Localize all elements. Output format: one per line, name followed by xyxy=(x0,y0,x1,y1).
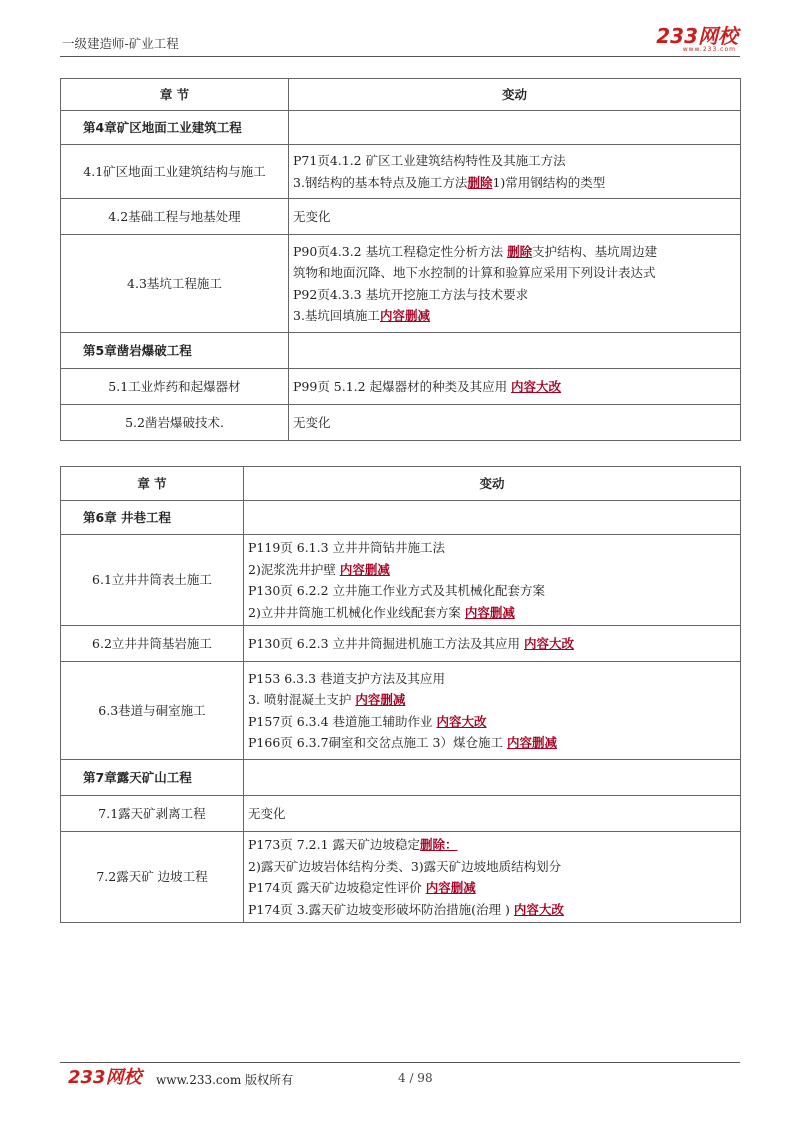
change-cell xyxy=(289,199,741,235)
changes-table-2 xyxy=(60,466,741,923)
chapter-title: 第7章露天矿山工程 xyxy=(61,760,244,796)
change-cell xyxy=(244,760,741,796)
change-line xyxy=(248,580,736,602)
chapter-row xyxy=(61,501,741,535)
change-line xyxy=(248,732,736,754)
change-line xyxy=(293,262,736,284)
change-text: P92页4.3.3 基坑开挖施工方法与技术要求 xyxy=(293,286,529,302)
change-cell xyxy=(244,501,741,535)
change-cell xyxy=(289,333,741,369)
change-text: P173页 7.2.1 露天矿边坡稳定 xyxy=(248,837,421,852)
chapter-row xyxy=(61,111,741,145)
change-line xyxy=(293,284,736,306)
change-mark: 内容删减 xyxy=(339,561,390,577)
section-row xyxy=(61,235,741,333)
column-header-section: 章 节 xyxy=(61,79,289,111)
change-text: 2)泥浆洗井护壁 xyxy=(248,561,340,577)
change-cell xyxy=(289,235,741,333)
change-line xyxy=(248,899,736,921)
change-mark: 删除： xyxy=(420,837,458,852)
chapter-row xyxy=(61,333,741,369)
section-row xyxy=(61,405,741,441)
section-row xyxy=(61,369,741,405)
header-title: 一级建造师-矿业工程 xyxy=(62,36,179,51)
change-text: P99页 5.1.2 起爆器材的种类及其应用 xyxy=(293,378,512,394)
change-line xyxy=(248,633,736,655)
change-mark: 内容删减 xyxy=(355,692,406,707)
brand-logo-url: www.233.com xyxy=(682,46,736,53)
section-row xyxy=(61,199,741,235)
change-line xyxy=(293,172,736,194)
change-line xyxy=(293,412,736,434)
change-cell xyxy=(244,662,741,760)
change-text: 2)立井井筒施工机械化作业线配套方案 xyxy=(248,604,465,620)
change-line xyxy=(248,856,736,878)
change-text: P71页4.1.2 矿区工业建筑结构特性及其施工方法 xyxy=(293,153,566,168)
change-cell xyxy=(244,626,741,662)
change-line xyxy=(248,602,736,624)
change-text: P130页 6.2.3 立井井筒掘进机施工方法及其应用 xyxy=(248,635,524,651)
change-cell xyxy=(289,145,741,199)
change-mark: 内容大改 xyxy=(436,713,487,729)
change-text: P130页 6.2.2 立井施工作业方式及其机械化配套方案 xyxy=(248,583,546,598)
page-number: 4 / 98 xyxy=(398,1071,433,1085)
change-line xyxy=(248,537,736,559)
change-text: 无变化 xyxy=(248,805,286,821)
change-cell xyxy=(289,405,741,441)
chapter-title: 第5章凿岩爆破工程 xyxy=(61,333,289,369)
change-mark: 内容删减 xyxy=(425,880,476,895)
change-text: P166页 6.3.7硐室和交岔点施工 3）煤仓施工 xyxy=(248,735,507,750)
change-line xyxy=(293,206,736,228)
change-mark: 内容大改 xyxy=(511,378,562,394)
chapter-title: 第6章 井巷工程 xyxy=(61,501,244,535)
changes-table-1 xyxy=(60,78,741,441)
section-row xyxy=(61,535,741,626)
column-header-change: 变动 xyxy=(244,467,741,501)
section-title: 6.2立井井筒基岩施工 xyxy=(61,626,244,662)
change-text: 3.钢结构的基本特点及施工方法 xyxy=(293,174,468,190)
change-text: P119页 6.1.3 立井井筒钻井施工法 xyxy=(248,540,446,555)
section-row xyxy=(61,145,741,199)
page-header xyxy=(60,26,740,57)
section-title: 6.1立井井筒表土施工 xyxy=(61,535,244,626)
section-title: 5.2凿岩爆破技术. xyxy=(61,405,289,441)
brand-logo: 233网校 xyxy=(656,24,738,48)
change-mark: 删除 xyxy=(507,243,533,259)
change-text: P90页4.3.2 基坑工程稳定性分析方法 xyxy=(293,243,508,259)
change-line xyxy=(248,668,736,690)
change-line xyxy=(248,689,736,711)
section-row xyxy=(61,796,741,832)
change-text: P157页 6.3.4 巷道施工辅助作业 xyxy=(248,713,437,729)
change-line xyxy=(248,877,736,899)
section-row xyxy=(61,626,741,662)
change-text: P174页 3.露天矿边坡变形破坏防治措施(治理 ) xyxy=(248,901,514,917)
chapter-row xyxy=(61,760,741,796)
change-mark: 内容删减 xyxy=(506,735,557,750)
change-line xyxy=(248,559,736,581)
section-title: 7.1露天矿剥离工程 xyxy=(61,796,244,832)
column-header-section: 章 节 xyxy=(61,467,244,501)
change-text-tail: 支护结构、基坑周边建 xyxy=(532,243,658,259)
change-text: 3.基坑回填施工 xyxy=(293,308,380,323)
change-cell xyxy=(289,369,741,405)
change-text: 无变化 xyxy=(293,414,331,430)
change-mark: 内容删减 xyxy=(379,308,430,323)
section-title: 4.1矿区地面工业建筑结构与施工 xyxy=(61,145,289,199)
change-mark: 内容删减 xyxy=(464,604,515,620)
section-row xyxy=(61,662,741,760)
change-text: 无变化 xyxy=(293,208,331,224)
change-mark: 内容大改 xyxy=(524,635,575,651)
change-text: 筑物和地面沉降、地下水控制的计算和验算应采用下列设计表达式 xyxy=(293,265,656,280)
footer-logo: 233网校 xyxy=(68,1067,142,1088)
change-mark: 删除 xyxy=(467,174,493,190)
page-footer xyxy=(60,1062,740,1087)
change-text: 2)露天矿边坡岩体结构分类、3)露天矿边坡地质结构划分 xyxy=(248,858,562,874)
change-line xyxy=(248,803,736,825)
section-title: 7.2露天矿 边坡工程 xyxy=(61,832,244,923)
change-cell xyxy=(244,535,741,626)
change-line xyxy=(248,834,736,856)
change-line xyxy=(293,305,736,327)
section-title: 6.3巷道与硐室施工 xyxy=(61,662,244,760)
section-title: 4.2基础工程与地基处理 xyxy=(61,199,289,235)
change-text: P153 6.3.3 巷道支护方法及其应用 xyxy=(248,670,446,686)
section-title: 5.1工业炸药和起爆器材 xyxy=(61,369,289,405)
change-line xyxy=(293,241,736,263)
section-row xyxy=(61,832,741,923)
change-text: 3. 喷射混凝土支护 xyxy=(248,692,356,707)
column-header-change: 变动 xyxy=(289,79,741,111)
footer-copyright: www.233.com 版权所有 xyxy=(156,1073,294,1087)
section-title: 4.3基坑工程施工 xyxy=(61,235,289,333)
change-cell xyxy=(244,832,741,923)
chapter-title: 第4章矿区地面工业建筑工程 xyxy=(61,111,289,145)
change-cell xyxy=(244,796,741,832)
change-text: P174页 露天矿边坡稳定性评价 xyxy=(248,880,426,895)
change-text-tail: 1)常用钢结构的类型 xyxy=(492,174,606,190)
change-line xyxy=(248,711,736,733)
change-cell xyxy=(289,111,741,145)
change-line xyxy=(293,376,736,398)
change-mark: 内容大改 xyxy=(513,901,564,917)
change-line xyxy=(293,150,736,172)
